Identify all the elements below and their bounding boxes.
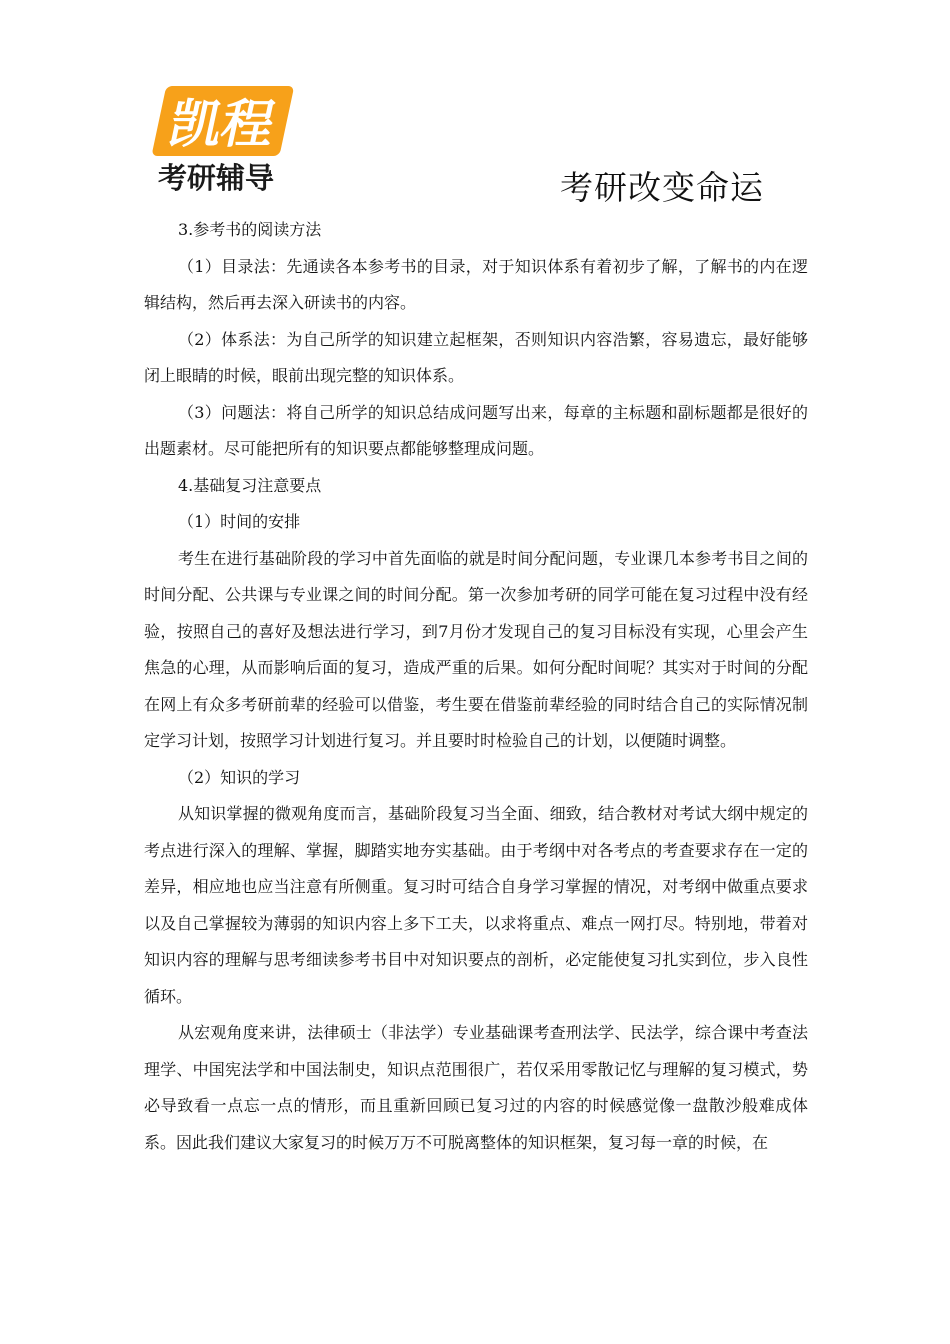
logo-mark — [152, 78, 302, 196]
paragraph: 从知识掌握的微观角度而言，基础阶段复习当全面、细致，结合教材对考试大纲中规定的考点进行深入的理解、掌握，脚踏实地夯实基础。由于考纲中对各考点的考查要求存在一定的差异，相应地也应当注意有所侧重。复习时可结合自身学习掌握的情况，对考纲中做重点要求以及自己掌握较为薄弱的知识内容上多下工夫，以求将重点、难点一网打尽。特别地，带着对知识内容的理解与思考细读参考书目中对知识要点的剖析，必定能使复习扎实到位，步入良性循环。 — [144, 804, 808, 1006]
section-heading: 4.基础复习注意要点 — [178, 475, 322, 495]
kaicheng-logo — [152, 78, 302, 196]
paragraph: （1）目录法：先通读各本参考书的目录，对于知识体系有着初步了解，了解书的内在逻辑结构，然后再去深入研读书的内容。 — [144, 256, 808, 312]
paragraph: 考生在进行基础阶段的学习中首先面临的就是时间分配问题，专业课几本参考书目之间的时间分配、公共课与专业课之间的时间分配。第一次参加考研的同学可能在复习过程中没有经验，按照自己的喜好及想法进行学习，到7月份才发现自己的复习目标没有实现，心里会产生焦急的心理，从而影响后面的复习，造成严重的后果。如何分配时间呢？其实对于时间的分配在网上有众多考研前辈的经验可以借鉴，考生要在借鉴前辈经验的同时结合自己的实际情况制定学习计划，按照学习计划进行复习。并且要时时检验自己的计划，以便随时调整。 — [144, 548, 808, 750]
subsection-heading: （2）知识的学习 — [178, 767, 301, 787]
slogan: 考研改变命运 — [560, 168, 764, 207]
logo-subtitle: 考研辅导 — [158, 161, 275, 195]
section-heading: 3.参考书的阅读方法 — [178, 220, 322, 239]
paragraph: （2）体系法：为自己所学的知识建立起框架，否则知识内容浩繁，容易遗忘，最好能够闭上眼睛的时候，眼前出现完整的知识体系。 — [144, 329, 808, 385]
paragraph: 从宏观角度来讲，法律硕士（非法学）专业基础课考查刑法学、民法学，综合课中考查法理学、中国宪法学和中国法制史，知识点范围很广，若仅采用零散记忆与理解的复习模式，势必导致看一点忘一点的情形，而且重新回顾已复习过的内容的时候感觉像一盘散沙般难成体系。因此我们建议大家复习的时候万万不可脱离整体的知识框架，复习每一章的时候，在 — [144, 1023, 808, 1152]
subsection-heading: （1）时间的安排 — [178, 512, 301, 531]
document-body — [144, 212, 808, 1161]
logo-wordmark: 凯程 — [163, 94, 281, 155]
paragraph: （3）问题法：将自己所学的知识总结成问题写出来，每章的主标题和副标题都是很好的出题素材。尽可能把所有的知识要点都能够整理成问题。 — [144, 402, 808, 458]
